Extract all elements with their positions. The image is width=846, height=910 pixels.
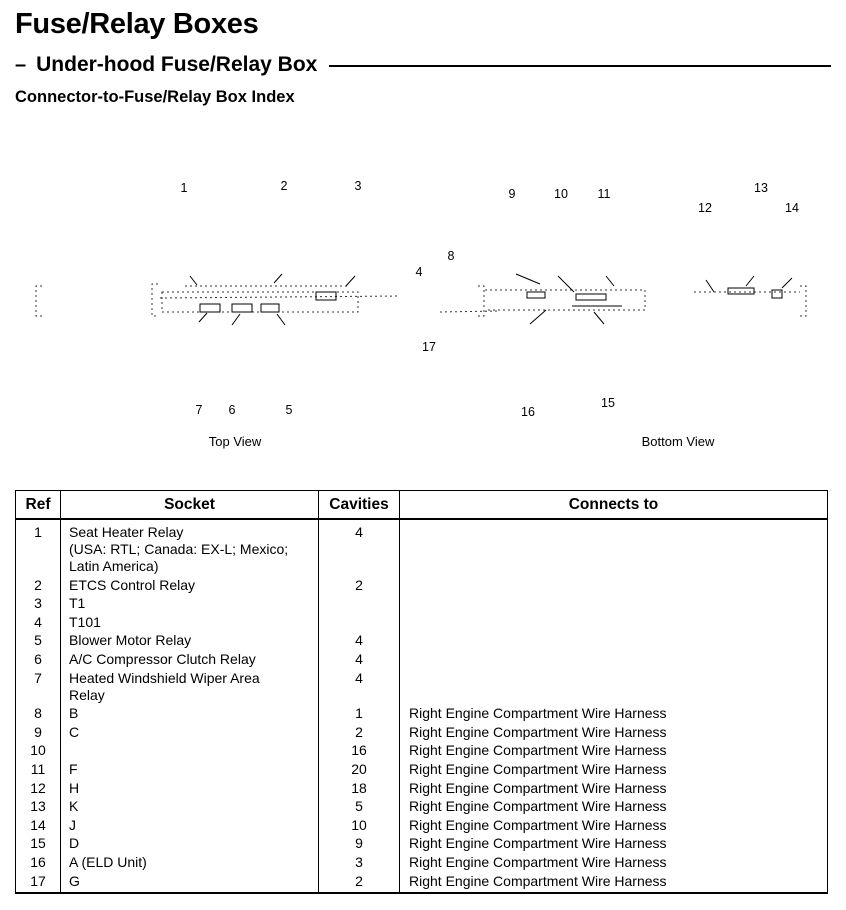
table-row [16,854,828,873]
cell-connects-to: Right Engine Compartment Wire Harness [400,854,828,873]
table-row [16,798,828,817]
cell-cavities: 2 [319,873,400,893]
bottom-view-drawing [440,286,806,316]
cell-ref: 3 [16,595,61,614]
table-row [16,519,828,577]
callout-11: 11 [597,187,611,201]
cell-connects-to [400,519,828,577]
cell-cavities [319,614,400,633]
cell-socket: K [61,798,319,817]
fuse-box-diagram [0,170,846,460]
cell-connects-to [400,670,828,706]
cell-connects-to: Right Engine Compartment Wire Harness [400,817,828,836]
cell-connects-to: Right Engine Compartment Wire Harness [400,705,828,724]
table-row [16,724,828,743]
socket-line: Relay [69,686,105,703]
connector-index-table [15,490,828,894]
cell-socket: B [61,705,319,724]
cell-ref: 4 [16,614,61,633]
cell-connects-to: Right Engine Compartment Wire Harness [400,780,828,799]
callout-12: 12 [698,201,712,215]
cell-connects-to [400,577,828,596]
callout-8: 8 [447,249,455,263]
table-row [16,595,828,614]
cell-socket: J [61,817,319,836]
cell-connects-to: Right Engine Compartment Wire Harness [400,724,828,743]
cell-socket: F [61,761,319,780]
top-view-label: Top View [208,434,262,449]
table-row [16,873,828,893]
page-title: Fuse/Relay Boxes [15,8,259,40]
callout-14: 14 [785,201,799,215]
cell-cavities: 4 [319,519,400,577]
cell-ref: 17 [16,873,61,893]
cell-ref: 7 [16,670,61,706]
cell-ref: 10 [16,742,61,761]
table-row [16,742,828,761]
cell-cavities: 3 [319,854,400,873]
cell-cavities: 2 [319,724,400,743]
callout-6: 6 [228,403,236,417]
top-view-drawing [36,284,400,316]
cell-ref: 8 [16,705,61,724]
cell-ref: 9 [16,724,61,743]
cell-cavities: 4 [319,632,400,651]
table-row [16,780,828,799]
callout-3: 3 [354,179,362,193]
cell-socket [61,519,319,577]
cell-cavities [319,595,400,614]
cell-cavities: 5 [319,798,400,817]
callout-17: 17 [422,340,436,354]
callout-13: 13 [754,181,768,195]
cell-cavities: 16 [319,742,400,761]
cell-ref: 13 [16,798,61,817]
socket-line: Latin America) [69,558,159,574]
page-subtitle: Under-hood Fuse/Relay Box [36,53,318,76]
cell-socket: H [61,780,319,799]
table-row [16,670,828,706]
cell-ref: 11 [16,761,61,780]
header-cavities: Cavities [319,491,400,520]
cell-ref: 6 [16,651,61,670]
cell-socket: C [61,724,319,743]
table-row [16,651,828,670]
cell-socket: T1 [61,595,319,614]
cell-socket: T101 [61,614,319,633]
callout-1: 1 [180,181,188,195]
cell-socket: ETCS Control Relay [61,577,319,596]
table-row [16,817,828,836]
table-row [16,761,828,780]
cell-connects-to [400,614,828,633]
table-row [16,614,828,633]
bottom-view-label: Bottom View [641,434,715,449]
cell-socket: D [61,835,319,854]
cell-cavities: 9 [319,835,400,854]
table-header-row [16,491,828,520]
fuse-box-drawing [0,170,846,460]
cell-socket [61,670,319,706]
subtitle-rule [329,65,831,67]
cell-cavities: 4 [319,651,400,670]
callout-5: 5 [285,403,293,417]
cell-connects-to: Right Engine Compartment Wire Harness [400,873,828,893]
cell-ref: 16 [16,854,61,873]
socket-line: (USA: RTL; Canada: EX-L; Mexico; [69,541,289,557]
table-row [16,705,828,724]
cell-connects-to: Right Engine Compartment Wire Harness [400,798,828,817]
cell-connects-to: Right Engine Compartment Wire Harness [400,761,828,780]
callout-16: 16 [521,405,535,419]
header-socket: Socket [61,491,319,520]
cell-socket: G [61,873,319,893]
cell-connects-to [400,632,828,651]
cell-cavities: 2 [319,577,400,596]
subtitle-row [15,52,831,78]
cell-ref: 2 [16,577,61,596]
cell-cavities: 4 [319,670,400,706]
callout-7: 7 [195,403,203,417]
cell-ref: 5 [16,632,61,651]
cell-cavities: 18 [319,780,400,799]
header-connects-to: Connects to [400,491,828,520]
cell-ref: 14 [16,817,61,836]
cell-socket: Blower Motor Relay [61,632,319,651]
cell-cavities: 20 [319,761,400,780]
cell-socket: A (ELD Unit) [61,854,319,873]
bottom-view-connectors [516,274,792,324]
socket-line: Heated Windshield Wiper Area [69,669,260,686]
callout-10: 10 [554,187,568,201]
callout-9: 9 [508,187,516,201]
top-view-relays [190,274,355,325]
subtitle-dash: – [15,53,27,76]
cell-socket: A/C Compressor Clutch Relay [61,651,319,670]
header-ref: Ref [16,491,61,520]
table-row [16,632,828,651]
cell-socket [61,742,319,761]
cell-cavities: 1 [319,705,400,724]
callout-2: 2 [280,179,288,193]
cell-ref: 1 [16,519,61,577]
socket-line: Seat Heater Relay [69,524,184,540]
cell-connects-to [400,651,828,670]
section-title: Connector-to-Fuse/Relay Box Index [15,88,295,106]
table-row [16,835,828,854]
table-row [16,577,828,596]
cell-connects-to: Right Engine Compartment Wire Harness [400,742,828,761]
callout-15: 15 [601,396,615,410]
cell-connects-to [400,595,828,614]
callout-4: 4 [415,265,423,279]
cell-ref: 15 [16,835,61,854]
cell-cavities: 10 [319,817,400,836]
cell-connects-to: Right Engine Compartment Wire Harness [400,835,828,854]
cell-ref: 12 [16,780,61,799]
